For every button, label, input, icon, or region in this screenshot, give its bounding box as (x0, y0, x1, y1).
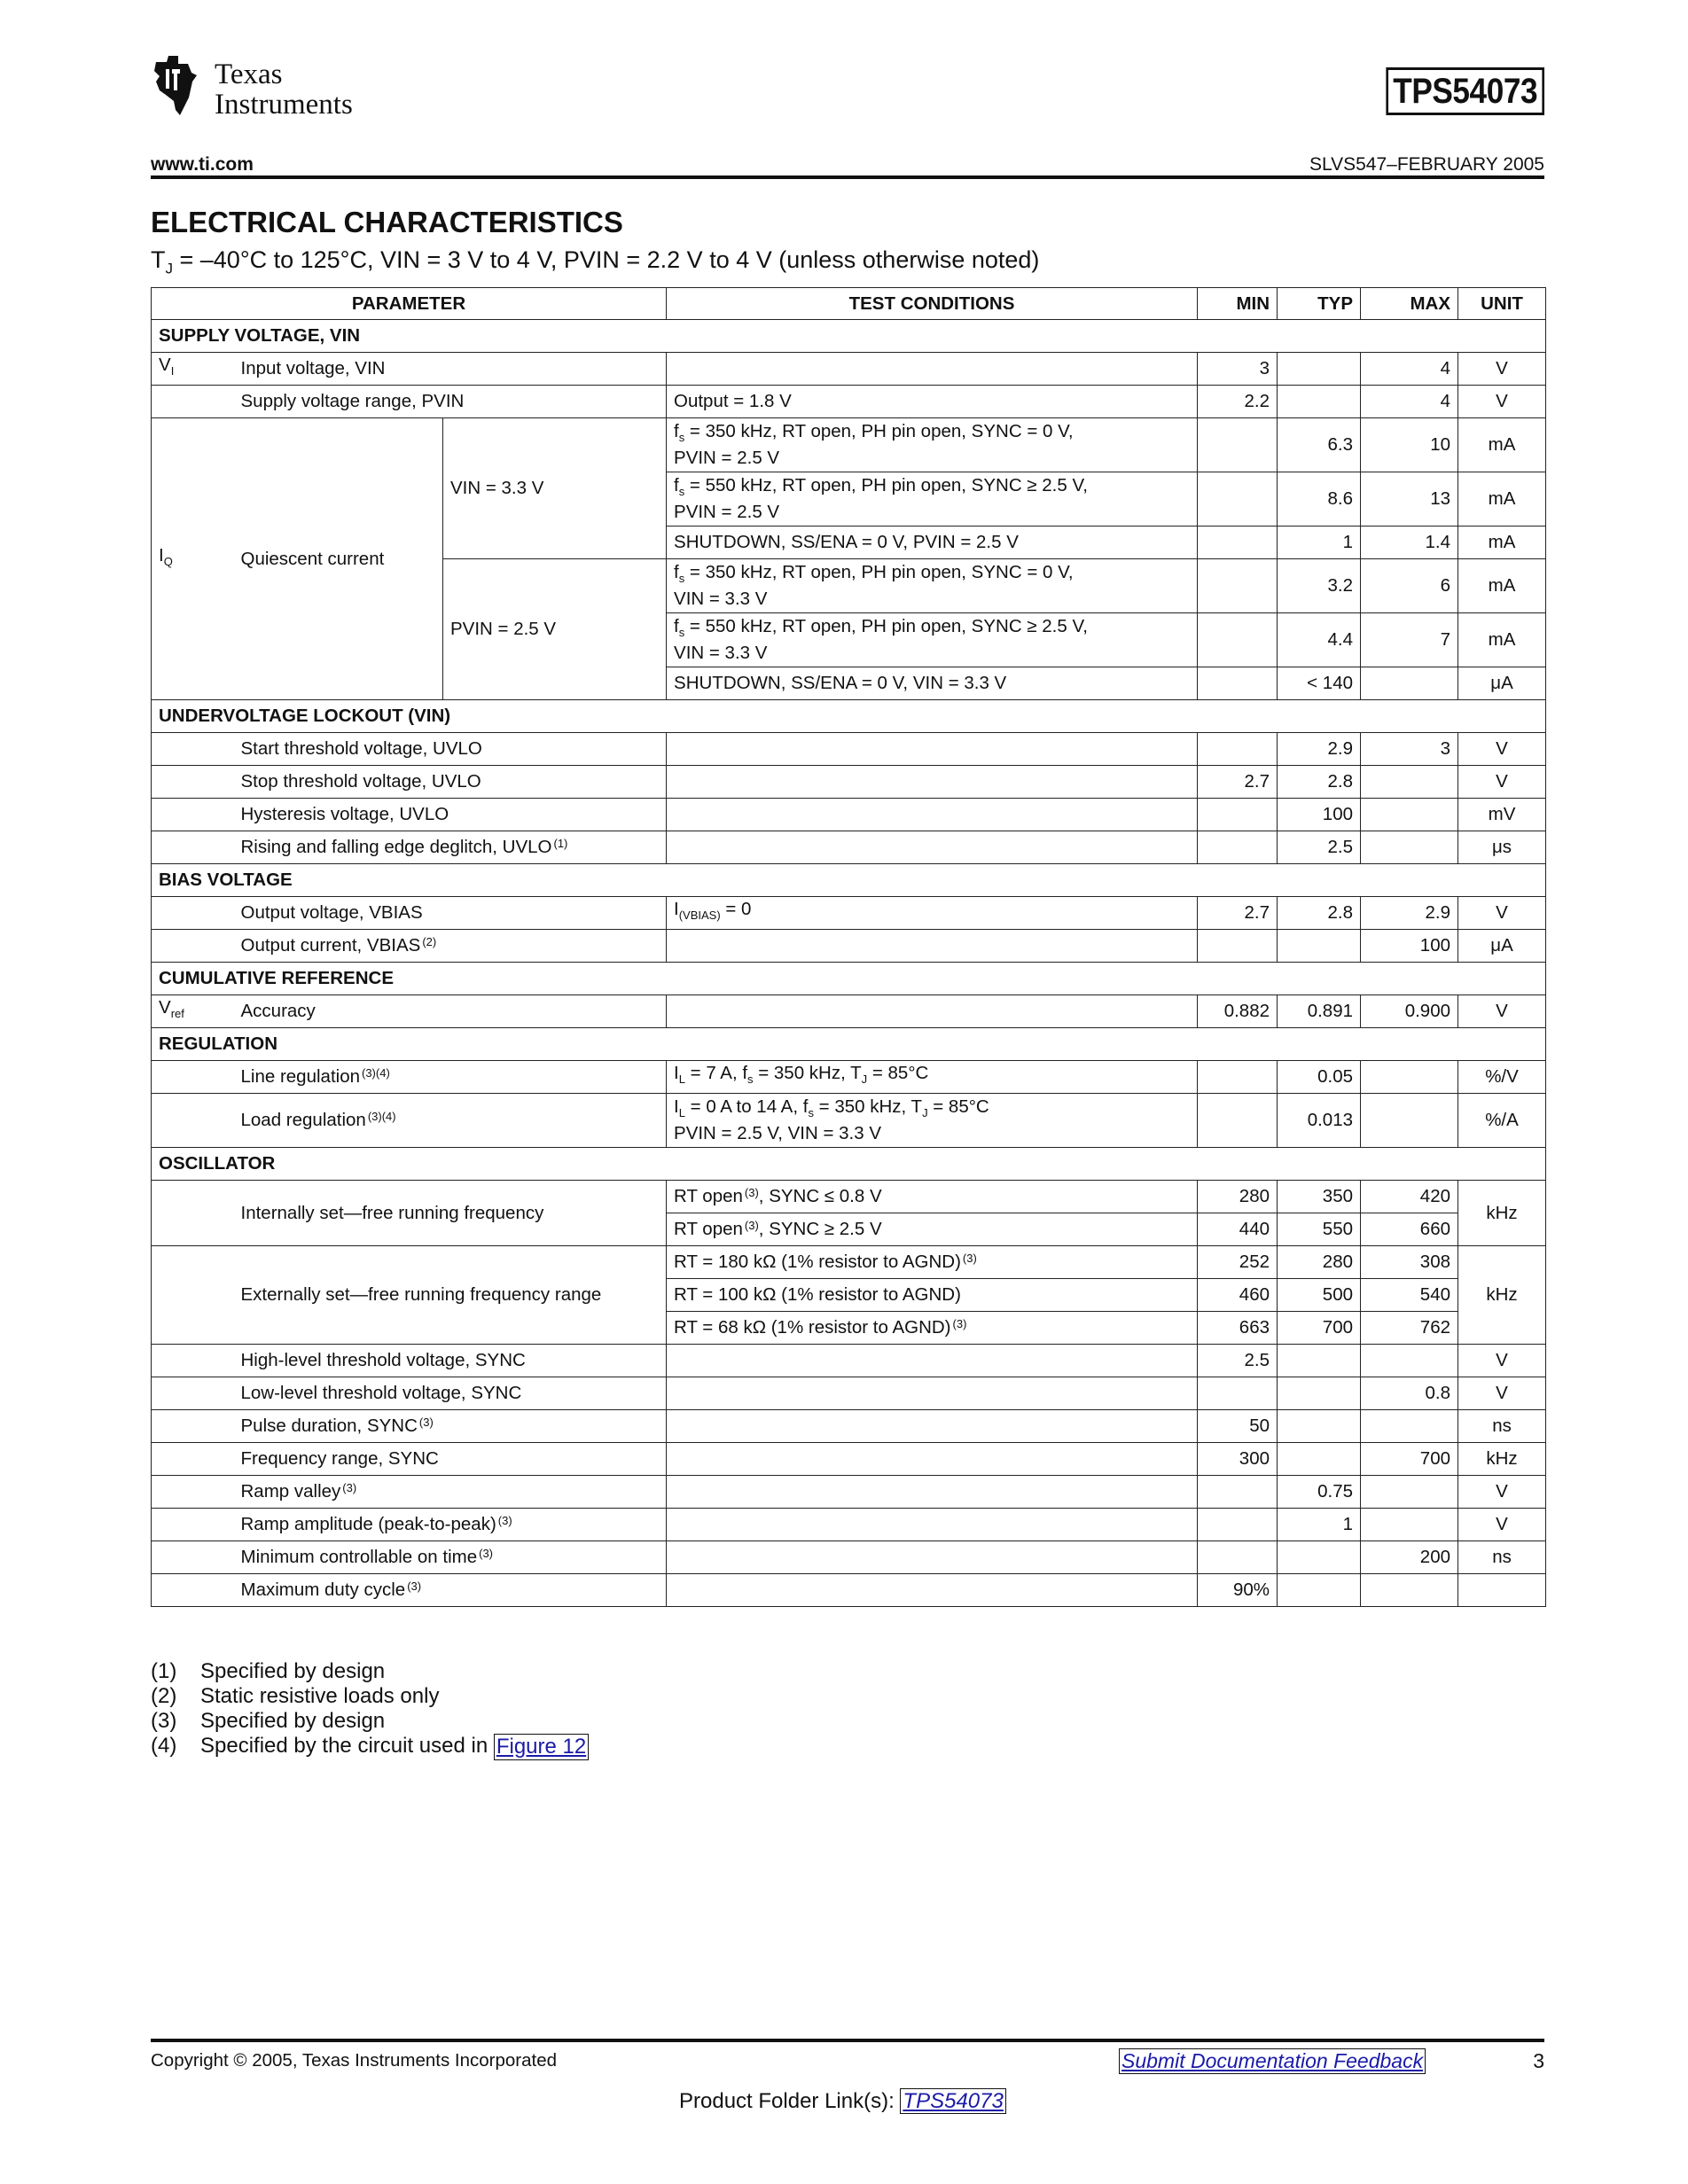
table-row: $f_s = 550$ kHz, RT open, PH pin open, SYNC ≥ 2.5 V, VIN = 3.3 V 4.4 7 mA (152, 613, 1546, 667)
header-rule (151, 176, 1544, 179)
symbol: $V_{ref}$ (152, 995, 234, 1028)
symbol: $V_I$ (152, 353, 234, 386)
table-row: Rising and falling edge deglitch, UVLO $^{(1)}$ 2.5 μs (152, 831, 1546, 864)
col-min: MIN (1198, 288, 1278, 320)
page-number: 3 (1533, 2049, 1544, 2072)
section-row: CUMULATIVE REFERENCE (152, 963, 1546, 995)
table-row: Line regulation $^{(3)(4)}$ $I_L = 7$ A, $f_s = 350$ kHz, $T_J = 85^\circ C$ 0.05 %/V (152, 1061, 1546, 1094)
table-row: RT open $^{(3)}$, SYNC ≥ 2.5 V 440 550 660 (152, 1213, 1546, 1246)
table-row: PVIN = 2.5 V $f_s = 350$ kHz, RT open, PH pin open, SYNC = 0 V, VIN = 3.3 V 3.2 6 mA (152, 559, 1546, 613)
col-parameter: PARAMETER (152, 288, 667, 320)
table-row: SHUTDOWN, SS/ENA = 0 V, VIN = 3.3 V < 140 μA (152, 667, 1546, 700)
ti-logo-icon (151, 51, 417, 122)
footnote-4: (4) Specified by the circuit used in Figure 12 (151, 1734, 589, 1760)
table-row: $V_I$ Input voltage, VIN 3 4 V (152, 353, 1546, 386)
table-row: Hysteresis voltage, UVLO 100 mV (152, 799, 1546, 831)
col-test-conditions: TEST CONDITIONS (667, 288, 1198, 320)
section-row: SUPPLY VOLTAGE, VIN (152, 320, 1546, 353)
table-row: RT = 68 kΩ (1% resistor to AGND) $^{(3)}$ 663 700 762 (152, 1312, 1546, 1345)
copyright: Copyright © 2005, Texas Instruments Incorporated (151, 2050, 557, 2071)
table-row: Start threshold voltage, UVLO 2.9 3 V (152, 733, 1546, 766)
website-link[interactable]: www.ti.com (151, 154, 254, 175)
footnote-1: (1) Specified by design (151, 1659, 386, 1683)
table-row: RT = 100 kΩ (1% resistor to AGND) 460 500 540 (152, 1279, 1546, 1312)
table-row: Supply voltage range, PVIN Output = 1.8 V 2.2 4 V (152, 386, 1546, 418)
table-row: Ramp valley $^{(3)}$ 0.75 V (152, 1476, 1546, 1509)
section-row: REGULATION (152, 1028, 1546, 1061)
section-row: UNDERVOLTAGE LOCKOUT (VIN) (152, 700, 1546, 733)
footnotes (151, 1659, 589, 1760)
logo-line1: Texas (215, 58, 283, 90)
table-row: Output current, VBIAS $^{(2)}$ 100 μA (152, 930, 1546, 963)
doc-id: SLVS547–FEBRUARY 2005 (1309, 154, 1544, 175)
table-row: Externally set—free running frequency range RT = 180 kΩ (1% resistor to AGND) $^{(3)}$ 252 280 308 kHz (152, 1246, 1546, 1279)
section-row: OSCILLATOR (152, 1148, 1546, 1181)
col-unit: UNIT (1458, 288, 1546, 320)
col-typ: TYP (1278, 288, 1361, 320)
logo-line2: Instruments (215, 89, 353, 121)
table-row: Low-level threshold voltage, SYNC 0.8 V (152, 1377, 1546, 1410)
ti-logo (151, 51, 417, 122)
submit-feedback-link[interactable]: Submit Documentation Feedback (1119, 2048, 1426, 2074)
table-row: $I_Q$ Quiescent current VIN = 3.3 V $f_s = 350$ kHz, RT open, PH pin open, SYNC = 0 V, PVIN = 2.5 V 6.3 10 mA (152, 418, 1546, 472)
product-folder: Product Folder Link(s): TPS54073 (679, 2089, 1006, 2114)
table-row: Frequency range, SYNC 300 700 kHz (152, 1443, 1546, 1476)
footer-rule (151, 2039, 1544, 2042)
symbol: $I_Q$ (152, 418, 234, 700)
table-row: Ramp amplitude (peak-to-peak) $^{(3)}$ 1 V (152, 1509, 1546, 1541)
col-max: MAX (1361, 288, 1458, 320)
table-row: $V_{ref}$ Accuracy 0.882 0.891 0.900 V (152, 995, 1546, 1028)
table-row: $f_s = 550$ kHz, RT open, PH pin open, SYNC ≥ 2.5 V, PVIN = 2.5 V 8.6 13 mA (152, 472, 1546, 526)
figure-12-link[interactable]: Figure 12 (494, 1734, 589, 1760)
table-row: Output voltage, VBIAS $I_{(VBIAS)} = 0$ 2.7 2.8 2.9 V (152, 897, 1546, 930)
electrical-characteristics-table (151, 287, 1546, 1607)
table-row: Internally set—free running frequency RT open $^{(3)}$, SYNC ≤ 0.8 V 280 350 420 kHz (152, 1181, 1546, 1213)
section-conditions: $T_J = -40^\circ C$ to 125°C, VIN = 3 V to 4 V, PVIN = 2.2 V to 4 V (unless otherwise noted) (151, 246, 1040, 277)
section-title: ELECTRICAL CHARACTERISTICS (151, 206, 623, 238)
table-row: Maximum duty cycle $^{(3)}$ 90% (152, 1574, 1546, 1607)
table-row: Pulse duration, SYNC $^{(3)}$ 50 ns (152, 1410, 1546, 1443)
product-folder-link[interactable]: TPS54073 (900, 2088, 1005, 2114)
table-row: Minimum controllable on time $^{(3)}$ 200 ns (152, 1541, 1546, 1574)
table-row: High-level threshold voltage, SYNC 2.5 V (152, 1345, 1546, 1377)
footnote-3: (3) Specified by design (151, 1709, 386, 1733)
table-row: SHUTDOWN, SS/ENA = 0 V, PVIN = 2.5 V 1 1.4 mA (152, 526, 1546, 559)
header-row (152, 288, 1546, 320)
part-number[interactable]: TPS54073 (1386, 67, 1544, 115)
footnote-2: (2) Static resistive loads only (151, 1684, 440, 1708)
table-row: Stop threshold voltage, UVLO 2.7 2.8 V (152, 766, 1546, 799)
table-row: Load regulation $^{(3)(4)}$ $I_L = 0$ A to 14 A, $f_s = 350$ kHz, $T_J = 85^\circ C$ PVIN = 2.5 V, VIN = 3.3 V 0.013 %/A (152, 1094, 1546, 1148)
section-row: BIAS VOLTAGE (152, 864, 1546, 897)
